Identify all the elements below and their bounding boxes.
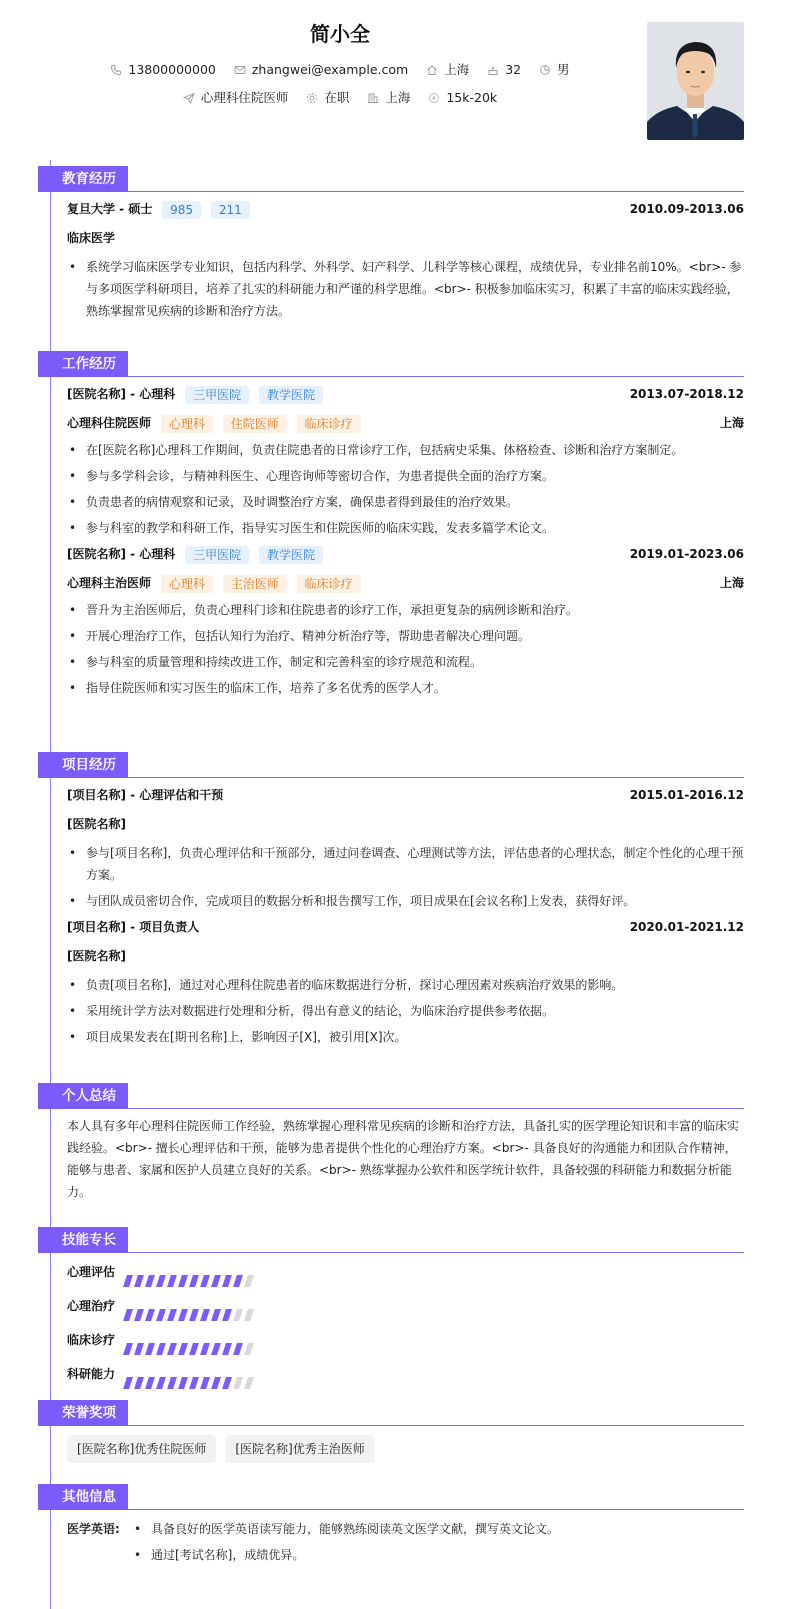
honor-badge: [医院名称]优秀主治医师 xyxy=(225,1435,374,1463)
skill-segment xyxy=(145,1343,155,1355)
period: 2019.01-2023.06 xyxy=(629,547,744,561)
skill-segment xyxy=(233,1377,243,1389)
skill-row xyxy=(67,1289,744,1323)
skill-row xyxy=(67,1255,744,1289)
list-item: • 通过[考试名称]，成绩优异。 xyxy=(132,1544,744,1566)
skill-segment xyxy=(145,1309,155,1321)
education-header xyxy=(38,166,744,192)
avatar xyxy=(647,22,744,140)
major-row xyxy=(67,225,744,252)
skill-segment xyxy=(222,1343,232,1355)
summary-text: 本人具有多年心理科住院医师工作经验，熟练掌握心理科常见疾病的诊断和治疗方法，具备扎实的医学理论知识和丰富的临床实践经验。<br>- 擅长心理评估和干预，能够为患者提供个性化的心理治疗方案。<br>- 具备良好的沟通能力和团队合作精神，能够与患者、家属和医护人员建立良好的关系。<br>- 熟练掌握办公软件和医学统计软件，具备较强的科研能力和数据分析能力。 xyxy=(67,1119,740,1199)
summary-section xyxy=(38,1083,744,1203)
skill-segment xyxy=(189,1377,199,1389)
list-item: • 与团队成员密切合作，完成项目的数据分析和报告撰写工作，项目成果在[会议名称]上发表，获得好评。 xyxy=(67,890,744,912)
job-org: [医院名称] - 心理科 xyxy=(67,387,176,401)
list-item: • 在[医院名称]心理科工作期间，负责住院患者的日常诊疗工作，包括病史采集、体格检查、诊断和治疗方案制定。 xyxy=(67,439,744,461)
work-city-info: 上海 xyxy=(367,88,410,106)
skill-segment xyxy=(145,1377,155,1389)
list-item: • 采用统计学方法对数据进行处理和分析，得出有意义的结论，为临床治疗提供参考依据。 xyxy=(67,1000,744,1022)
list-item: • 指导住院医师和实习医生的临床工作，培养了多名优秀的医学人才。 xyxy=(67,677,744,699)
skill-segment xyxy=(189,1275,199,1287)
phone-info: 13800000000 xyxy=(110,62,215,77)
skill-segment xyxy=(200,1343,210,1355)
skill-segment xyxy=(200,1275,210,1287)
period: 2020.01-2021.12 xyxy=(629,920,744,934)
education-section xyxy=(38,166,744,326)
skill-segment xyxy=(123,1275,133,1287)
skill-segment xyxy=(178,1343,188,1355)
gender-info: 男 xyxy=(539,60,570,78)
skill-segment xyxy=(244,1275,254,1287)
skill-segment xyxy=(178,1275,188,1287)
education-row xyxy=(67,196,744,223)
tag: 心理科 xyxy=(161,575,213,593)
honors-section xyxy=(38,1400,744,1463)
job-intent-row xyxy=(0,88,680,106)
phone-icon xyxy=(110,64,122,76)
status-info: 在职 xyxy=(306,88,349,106)
list-item: • 晋升为主治医师后，负责心理科门诊和住院患者的诊疗工作，承担更复杂的病例诊断和治疗。 xyxy=(67,599,744,621)
send-icon xyxy=(183,92,195,104)
school-name: 复旦大学 - 硕士 xyxy=(67,202,153,216)
resume-header xyxy=(0,0,794,150)
list-item: • 开展心理治疗工作，包括认知行为治疗、精神分析治疗等，帮助患者解决心理问题。 xyxy=(67,625,744,647)
work-header xyxy=(38,351,744,377)
tag: 教学医院 xyxy=(259,546,323,564)
tag: 心理科 xyxy=(161,415,213,433)
summary-header xyxy=(38,1083,744,1109)
gender-icon xyxy=(539,64,551,76)
period: 2013.07-2018.12 xyxy=(629,387,744,401)
skill-level-bar xyxy=(125,1368,257,1380)
tag: 主治医师 xyxy=(223,575,287,593)
section-title: 技能专长 xyxy=(38,1227,128,1253)
skill-segment xyxy=(211,1275,221,1287)
job-bullets xyxy=(67,439,744,539)
list-item: • 具备良好的医学英语读写能力，能够熟练阅读英文医学文献，撰写英文论文。 xyxy=(132,1518,744,1540)
skill-segment xyxy=(233,1309,243,1321)
other-header xyxy=(38,1484,744,1510)
skill-segment xyxy=(233,1343,243,1355)
job-role-row xyxy=(67,410,744,437)
projects-section xyxy=(38,752,744,1052)
skill-segment xyxy=(189,1309,199,1321)
job-org: [医院名称] - 心理科 xyxy=(67,547,176,561)
skill-segment xyxy=(156,1377,166,1389)
skill-segment xyxy=(134,1309,144,1321)
job-role: 心理科住院医师 xyxy=(67,416,152,430)
email-info: zhangwei@example.com xyxy=(234,62,408,77)
candidate-name: 简小全 xyxy=(310,22,370,46)
project-name: [项目名称] - 心理评估和干预 xyxy=(67,788,224,802)
tag: 住院医师 xyxy=(223,415,287,433)
location: 上海 xyxy=(719,416,744,430)
work-section xyxy=(38,351,744,703)
section-title: 其他信息 xyxy=(38,1484,128,1510)
job-role: 心理科主治医师 xyxy=(67,576,152,590)
skill-segment xyxy=(189,1343,199,1355)
project-org: [医院名称] xyxy=(67,949,126,963)
list-item: • 项目成果发表在[期刊名称]上，影响因子[X]，被引用[X]次。 xyxy=(67,1026,744,1048)
honor-badge: [医院名称]优秀住院医师 xyxy=(67,1435,216,1463)
job-org-row xyxy=(67,541,744,568)
skill-name: 临床诊疗 xyxy=(67,1333,116,1347)
section-title: 个人总结 xyxy=(38,1083,128,1109)
skill-segment xyxy=(134,1377,144,1389)
other-section xyxy=(38,1484,744,1570)
project-org: [医院名称] xyxy=(67,817,126,831)
contact-row xyxy=(0,60,680,78)
coin-icon xyxy=(428,92,440,104)
skill-row xyxy=(67,1323,744,1357)
building-icon xyxy=(367,92,379,104)
skill-segment xyxy=(222,1309,232,1321)
skill-segment xyxy=(233,1275,243,1287)
project-org-row xyxy=(67,811,744,838)
list-item: • 负责患者的病情观察和记录，及时调整治疗方案，确保患者得到最佳的治疗效果。 xyxy=(67,491,744,513)
skill-segment xyxy=(167,1275,177,1287)
age-info: 32 xyxy=(487,62,521,77)
skill-segment xyxy=(167,1377,177,1389)
job-role-row xyxy=(67,570,744,597)
skill-segment xyxy=(145,1275,155,1287)
section-title: 荣誉奖项 xyxy=(38,1400,128,1426)
skill-segment xyxy=(244,1309,254,1321)
section-title: 工作经历 xyxy=(38,351,128,377)
skill-segment xyxy=(123,1343,133,1355)
skill-level-bar xyxy=(125,1334,257,1346)
list-item: • 负责[项目名称]，通过对心理科住院患者的临床数据进行分析，探讨心理因素对疾病治疗效果的影响。 xyxy=(67,974,744,996)
tag: 临床诊疗 xyxy=(297,575,361,593)
skills-header xyxy=(38,1227,744,1253)
skill-segment xyxy=(178,1377,188,1389)
section-title: 教育经历 xyxy=(38,166,128,192)
skill-level-bar xyxy=(125,1266,257,1278)
job-bullets xyxy=(67,599,744,699)
status-icon xyxy=(306,92,318,104)
city-info: 上海 xyxy=(426,60,469,78)
skill-segment xyxy=(134,1343,144,1355)
skill-segment xyxy=(211,1377,221,1389)
cake-icon xyxy=(487,64,499,76)
project-bullets xyxy=(67,842,744,912)
home-icon xyxy=(426,64,438,76)
position-info: 心理科住院医师 xyxy=(183,88,289,106)
skill-row xyxy=(67,1357,744,1391)
other-label: 医学英语: xyxy=(67,1522,120,1536)
education-bullets xyxy=(67,256,744,322)
job-org-row xyxy=(67,381,744,408)
skill-segment xyxy=(167,1343,177,1355)
skill-segment xyxy=(156,1275,166,1287)
period: 2015.01-2016.12 xyxy=(629,788,744,802)
honors-header xyxy=(38,1400,744,1426)
list-item: • 参与[项目名称]，负责心理评估和干预部分，通过问卷调查、心理测试等方法，评估患者的心理状态，制定个性化的心理干预方案。 xyxy=(67,842,744,886)
period: 2010.09-2013.06 xyxy=(629,202,744,216)
skill-segment xyxy=(211,1343,221,1355)
skill-name: 心理治疗 xyxy=(67,1299,116,1313)
project-row xyxy=(67,914,744,941)
skill-segment xyxy=(211,1309,221,1321)
project-bullets xyxy=(67,974,744,1048)
major: 临床医学 xyxy=(67,231,116,245)
project-name: [项目名称] - 项目负责人 xyxy=(67,920,200,934)
skills-section xyxy=(38,1227,744,1391)
list-item: • 参与科室的教学和科研工作，指导实习医生和住院医师的临床实践，发表多篇学术论文。 xyxy=(67,517,744,539)
skill-segment xyxy=(178,1309,188,1321)
projects-header xyxy=(38,752,744,778)
list-item: • 参与多学科会诊，与精神科医生、心理咨询师等密切合作，为患者提供全面的治疗方案。 xyxy=(67,465,744,487)
skill-segment xyxy=(123,1377,133,1389)
skill-segment xyxy=(244,1343,254,1355)
skill-segment xyxy=(222,1377,232,1389)
skill-segment xyxy=(156,1343,166,1355)
project-row xyxy=(67,782,744,809)
list-item: • 系统学习临床医学专业知识，包括内科学、外科学、妇产科学、儿科学等核心课程，成绩优异，专业排名前10%。<br>- 参与多项医学科研项目，培养了扎实的科研能力和严谨的科学思维。<br>- 积极参加临床实习，积累了丰富的临床实践经验，熟练掌握常见疾病的诊断和治疗方法。 xyxy=(67,256,744,322)
skill-segment xyxy=(123,1309,133,1321)
skill-level-bar xyxy=(125,1300,257,1312)
skill-segment xyxy=(244,1377,254,1389)
mail-icon xyxy=(234,64,246,76)
skill-segment xyxy=(156,1309,166,1321)
skill-segment xyxy=(200,1377,210,1389)
salary-info: 15k-20k xyxy=(428,90,497,105)
skill-name: 心理评估 xyxy=(67,1265,116,1279)
skill-segment xyxy=(200,1309,210,1321)
skill-segment xyxy=(167,1309,177,1321)
tag: 211 xyxy=(211,201,250,219)
location: 上海 xyxy=(719,576,744,590)
tag: 三甲医院 xyxy=(185,546,249,564)
skill-segment xyxy=(134,1275,144,1287)
skill-segment xyxy=(222,1275,232,1287)
other-bullets xyxy=(132,1518,744,1566)
tag: 985 xyxy=(162,201,201,219)
list-item: • 参与科室的质量管理和持续改进工作，制定和完善科室的诊疗规范和流程。 xyxy=(67,651,744,673)
tag: 临床诊疗 xyxy=(297,415,361,433)
tag: 三甲医院 xyxy=(185,386,249,404)
section-title: 项目经历 xyxy=(38,752,128,778)
project-org-row xyxy=(67,943,744,970)
skill-name: 科研能力 xyxy=(67,1367,116,1381)
tag: 教学医院 xyxy=(259,386,323,404)
